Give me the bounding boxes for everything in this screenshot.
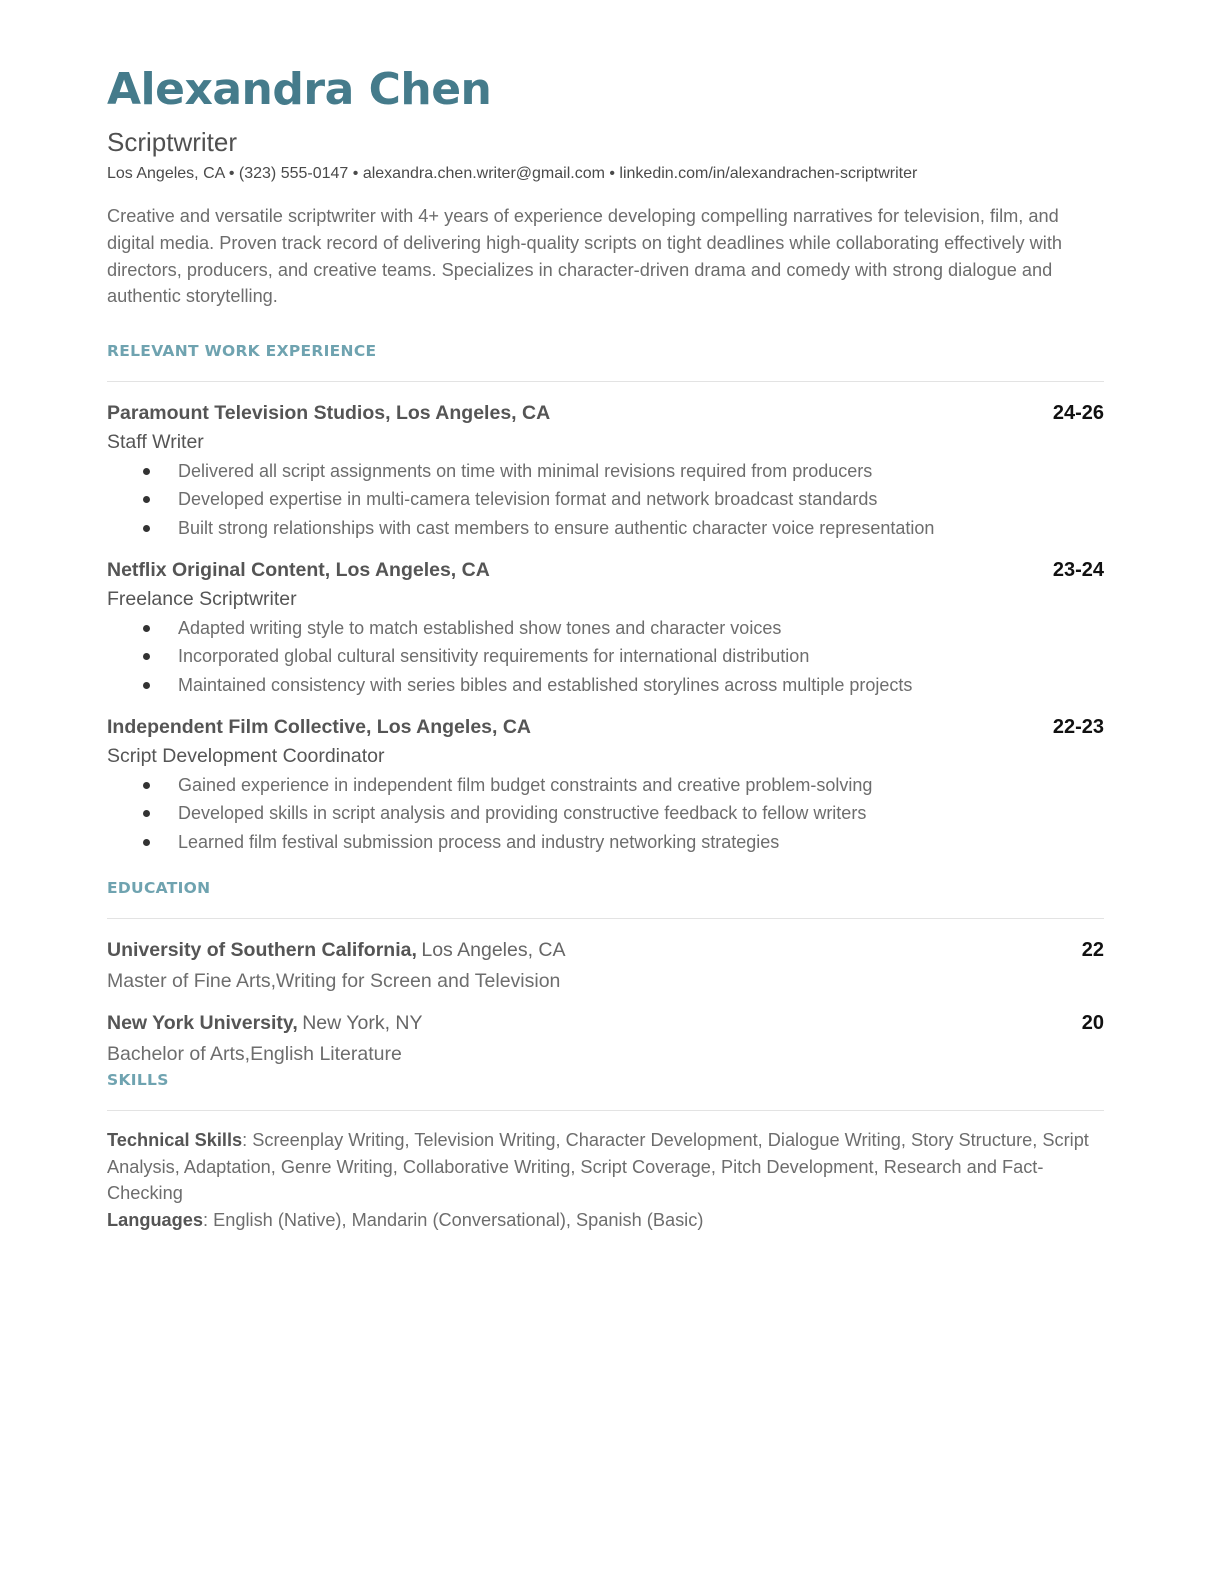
education-header bbox=[107, 1009, 1104, 1039]
job-bullets bbox=[107, 457, 1104, 542]
education-year: 22 bbox=[1081, 938, 1104, 961]
job-bullet: Delivered all script assignments on time with minimal revisions required from producers bbox=[107, 457, 1104, 485]
job-header bbox=[107, 713, 1104, 741]
job-header bbox=[107, 556, 1104, 584]
job-organization: Paramount Television Studios, Los Angeles, CA bbox=[107, 402, 551, 425]
professional-summary: Creative and versatile scriptwriter with 4+ years of experience developing compelling narratives for television, film, and digital media. Proven track record of delivering high-quality scripts on tight deadlines while collaborating effectively with directors, producers, and creative teams. Specializes in character-driven drama and comedy with strong dialogue and authentic storytelling. bbox=[107, 206, 1063, 307]
education-location: New York, NY bbox=[302, 1011, 423, 1034]
job-header bbox=[107, 399, 1104, 427]
job-dates: 22-23 bbox=[1052, 715, 1104, 738]
job-role: Freelance Scriptwriter bbox=[107, 588, 297, 611]
experience-section bbox=[107, 341, 1104, 856]
job-bullets bbox=[107, 771, 1104, 856]
education-degree: Master of Fine Arts,Writing for Screen and Television bbox=[107, 969, 561, 992]
job-organization: Netflix Original Content, Los Angeles, CA bbox=[107, 559, 490, 582]
education-divider bbox=[107, 918, 1104, 919]
education-degree: Bachelor of Arts,English Literature bbox=[107, 1042, 402, 1065]
skills-heading: SKILLS bbox=[107, 1070, 169, 1089]
resume-header bbox=[107, 60, 1104, 184]
education-institution bbox=[107, 1009, 423, 1039]
education-year: 20 bbox=[1081, 1011, 1104, 1034]
job-entry bbox=[107, 556, 1104, 699]
technical-skills-list: : Screenplay Writing, Television Writing, Character Development, Dialogue Writing, Story Structure, Script Analysis, Adaptation, Genre Writing, Collaborative Writing, Script Coverage, Pitch Development, Research and Fact-Checking bbox=[107, 1129, 1089, 1204]
job-bullet: Learned film festival submission process and industry networking strategies bbox=[107, 828, 1104, 856]
job-bullets bbox=[107, 614, 1104, 699]
education-section bbox=[107, 878, 1104, 1069]
job-bullet: Developed skills in script analysis and providing constructive feedback to fellow writers bbox=[107, 799, 1104, 827]
education-school: University of Southern California, bbox=[107, 938, 417, 961]
education-location: Los Angeles, CA bbox=[421, 938, 566, 961]
job-bullet: Gained experience in independent film budget constraints and creative problem-solving bbox=[107, 771, 1104, 799]
job-organization: Independent Film Collective, Los Angeles, CA bbox=[107, 715, 532, 738]
candidate-title: Scriptwriter bbox=[107, 127, 238, 157]
skills-section bbox=[107, 1070, 1104, 1234]
candidate-name: Alexandra Chen bbox=[107, 64, 492, 115]
languages-label: Languages bbox=[107, 1210, 204, 1231]
job-bullet: Maintained consistency with series bibles and established storylines across multiple projects bbox=[107, 671, 1104, 699]
education-institution bbox=[107, 936, 566, 966]
languages-list: : English (Native), Mandarin (Conversational), Spanish (Basic) bbox=[203, 1210, 704, 1231]
job-role: Script Development Coordinator bbox=[107, 744, 385, 767]
experience-divider bbox=[107, 381, 1104, 382]
job-entry bbox=[107, 399, 1104, 542]
job-bullet: Incorporated global cultural sensitivity requirements for international distribution bbox=[107, 642, 1104, 670]
education-school: New York University, bbox=[107, 1011, 298, 1034]
job-dates: 24-26 bbox=[1052, 402, 1104, 425]
technical-skills-label: Technical Skills bbox=[107, 1129, 243, 1150]
education-entry bbox=[107, 936, 1104, 996]
job-bullet: Developed expertise in multi-camera television format and network broadcast standards bbox=[107, 485, 1104, 513]
job-role: Staff Writer bbox=[107, 431, 204, 454]
job-bullet: Built strong relationships with cast members to ensure authentic character voice representation bbox=[107, 514, 1104, 542]
education-entry bbox=[107, 1009, 1104, 1069]
experience-heading: RELEVANT WORK EXPERIENCE bbox=[107, 342, 377, 361]
job-dates: 23-24 bbox=[1052, 559, 1104, 582]
education-heading: EDUCATION bbox=[107, 878, 211, 897]
job-entry bbox=[107, 713, 1104, 856]
contact-line: Los Angeles, CA • (323) 555-0147 • alexandra.chen.writer@gmail.com • linkedin.com/in/alexandrachen-scriptwriter bbox=[107, 165, 918, 182]
resume-page bbox=[107, 60, 1104, 1234]
languages bbox=[107, 1207, 1104, 1234]
job-bullet: Adapted writing style to match established show tones and character voices bbox=[107, 614, 1104, 642]
technical-skills bbox=[107, 1127, 1104, 1207]
education-header bbox=[107, 936, 1104, 966]
skills-divider bbox=[107, 1110, 1104, 1111]
